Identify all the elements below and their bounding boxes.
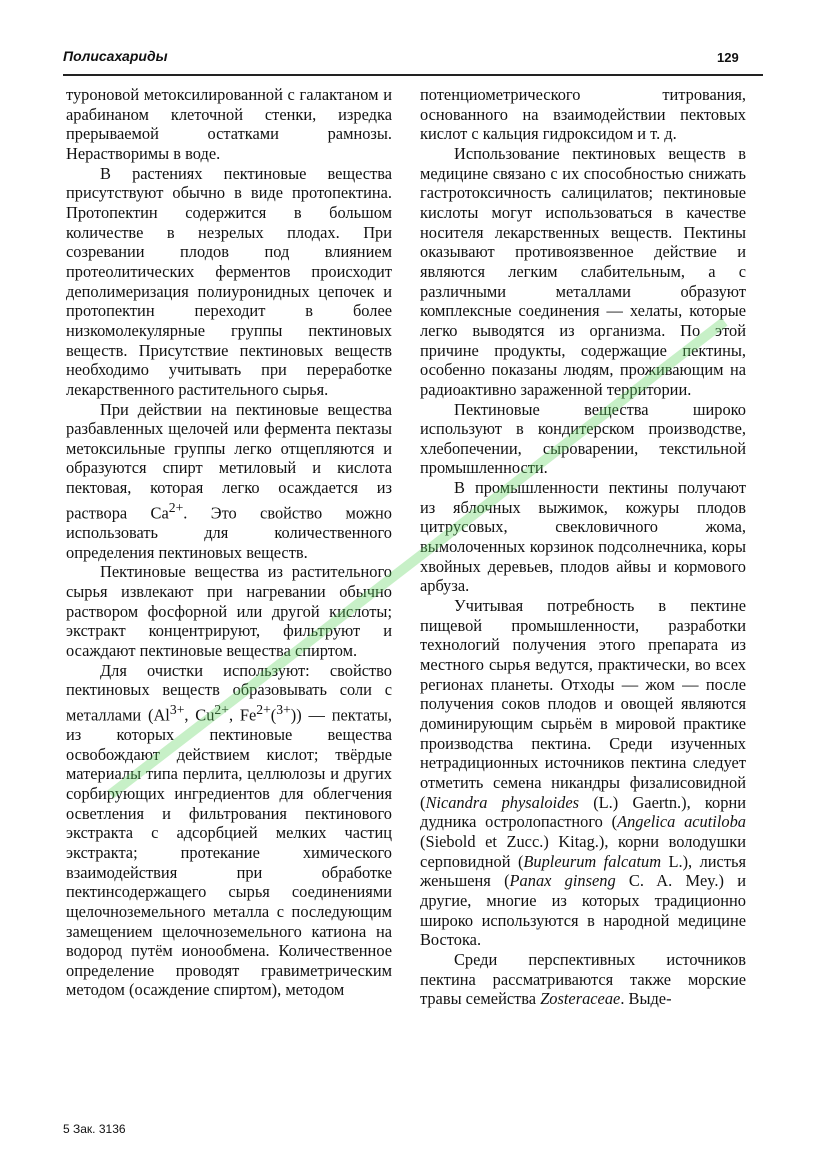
paragraph: Среди перспективных источников пектина рассматриваются также морские травы семейства Zosteraceae. Выде- bbox=[420, 949, 746, 1009]
paragraph: Учитывая потребность в пектине пищевой промышленности, разработки технологий получения этого препарата из местного сырья ведутся, практически, во всех регионах планеты. Отходы — жом — после получения соков плодов и овощей являются доминирующим сырьём в мировой практике производства пектина. Среди изученных нетрадиционных источников пектина следует отметить семена никандры физалисовидной (Nicandra physaloides (L.) Gaertn.), корни дудника остролопастного (Angelica acutiloba (Siebold et Zucc.) Kitag.), корни володушки серповидной (Bupleurum falcatum L.), листья женьшеня (Panax ginseng C. A. Mey.) и другие, многие из которых традиционно широко используются в народной медицине Востока. bbox=[420, 596, 746, 950]
running-header-title: Полисахариды bbox=[63, 48, 168, 64]
paragraph: Использование пектиновых веществ в медицине связано с их способностью снижать гастротоксичность салицилатов; пектиновые кислоты могут использоваться в качестве носителя лекарственных веществ. Пектины оказывают противоязвенное действие и являются легким слабительным, а с различными металлами образуют комплексные соединения — хелаты, которые легко выводятся из организма. По этой причине продукты, содержащие пектины, особенно показаны людям, проживающим на радиоактивно зараженной территории. bbox=[420, 143, 746, 399]
paragraph: При действии на пектиновые вещества разбавленных щелочей или фермента пектазы метоксильные группы легко отщепляются и образуются спирт метиловый и кислота пектовая, которая легко осаждается из раствора $Ca^{2+}$. Это свойство можно использовать для количественного определения пектиновых веществ. bbox=[66, 399, 392, 562]
paragraph: потенциометрического титрования, основанного на взаимодействии пектовых кислот с кальция гидроксидом и т. д. bbox=[420, 85, 746, 144]
printing-signature: 5 Зак. 3136 bbox=[63, 1122, 126, 1136]
paragraph: Для очистки используют: свойство пектиновых веществ образовывать соли с металлами ($Al^{3+}$, $Cu^{2+}$, $Fe^{2+}(^{3+})$) — пектаты, из которых пектиновые вещества освобождают действием кислот; твёрдые материалы типа перлита, целлюлозы и других сорбирующих ингредиентов для облегчения осветления и фильтрования пектинового экстракта с адсорбцией мелких частиц экстракта; протекание химического взаимодействия при обработке пектинсодержащего сырья соединениями щелочноземельного металла с последующим замещением щелочноземельного катиона на водород путём ионообмена. Количественное определение проводят гравиметрическим методом (осаждение спиртом), методом bbox=[66, 660, 392, 1000]
paragraph: В растениях пектиновые вещества присутствуют обычно в виде протопектина. Протопектин содержится в большом количестве в незрелых плодах. При созревании плодов под влиянием протеолитических ферментов происходит деполимеризация полиуронидных цепочек и протопектин переходит в более низкомолекулярные группы пектиновых веществ. Присутствие пектиновых веществ необходимо учитывать при переработке лекарственного растительного сырья. bbox=[66, 163, 392, 399]
paragraph: Пектиновые вещества из растительного сырья извлекают при нагревании обычно раствором фосфорной или другой кислоты; экстракт концентрируют, фильтруют и осаждают пектиновые вещества спиртом. bbox=[66, 562, 392, 660]
left-text-column bbox=[66, 85, 392, 1000]
paragraph: Пектиновые вещества широко используют в кондитерском производстве, хлебопечении, сыроварении, текстильной промышленности. bbox=[420, 399, 746, 478]
header-rule bbox=[63, 74, 763, 76]
paragraph: В промышленности пектины получают из яблочных выжимок, кожуры плодов цитрусовых, свекловичного жома, вымолоченных корзинок подсолнечника, коры хвойных деревьев, плодов айвы и кормового арбуза. bbox=[420, 478, 746, 596]
right-text-column bbox=[420, 85, 746, 1009]
paragraph: туроновой метоксилированной с галактаном и арабинаном клеточной стенки, изредка прерываемой остатками рамнозы. Нерастворимы в воде. bbox=[66, 85, 392, 163]
page-number: 129 bbox=[717, 50, 739, 65]
